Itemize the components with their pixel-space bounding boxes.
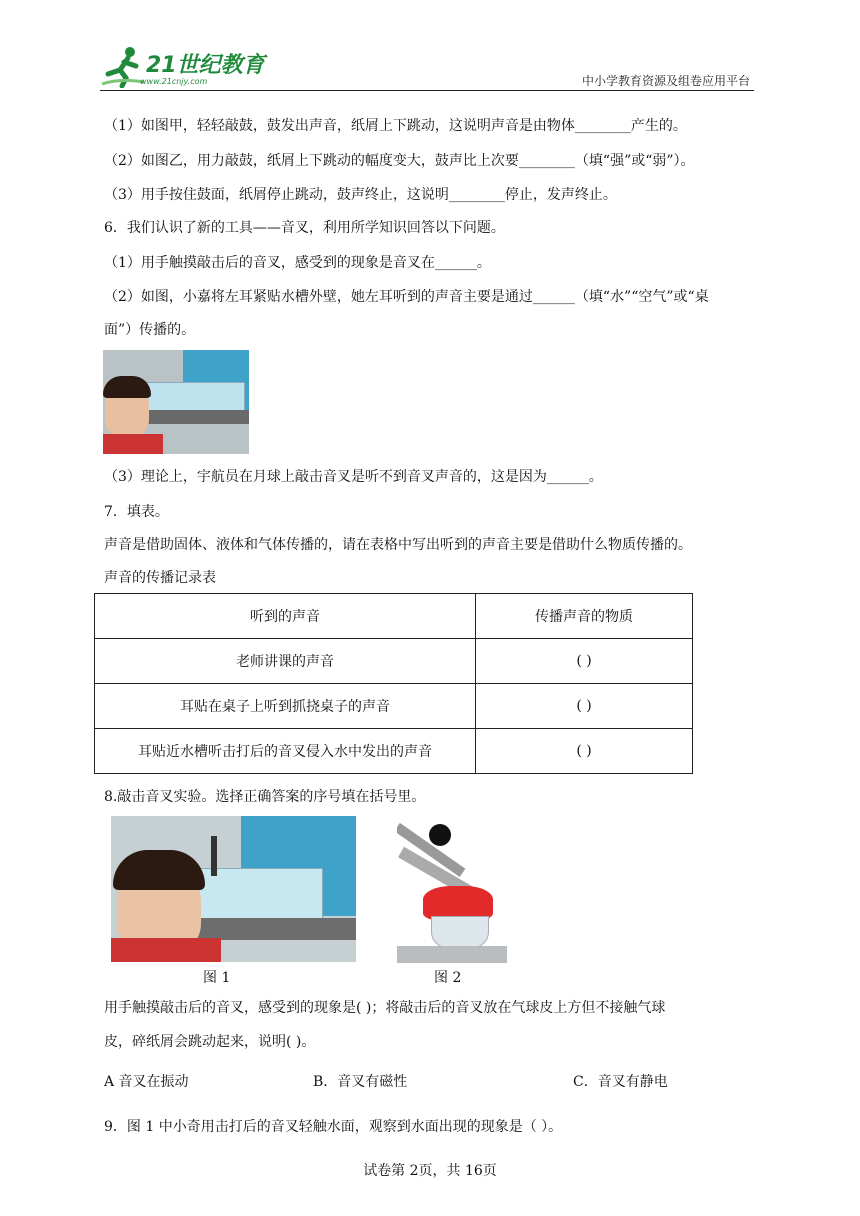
table-row: [95, 639, 693, 684]
logo-url: www.21cnjy.com: [140, 77, 208, 86]
question-5-part-2: （2）如图乙，用力敲鼓，纸屑上下跳动的幅度变大，鼓声比上次要________（填“强”或“弱”）。: [104, 153, 695, 169]
table-row: [95, 684, 693, 729]
page-footer: 试卷第 2页，共 16页: [363, 1163, 497, 1179]
figure-1-photo: [111, 816, 356, 962]
option-c: C．音叉有静电: [573, 1074, 668, 1090]
question-7-description: 声音是借助固体、液体和气体传播的，请在表格中写出听到的声音主要是借助什么物质传播的。: [104, 537, 692, 553]
table-title: 声音的传播记录表: [104, 570, 216, 586]
table-header-cell: 听到的声音: [95, 594, 476, 639]
option-b: B．音叉有磁性: [313, 1074, 408, 1090]
figure-2-caption: 图 2: [434, 970, 462, 986]
question-8: 8.敲击音叉实验。选择正确答案的序号填在括号里。: [104, 789, 426, 805]
table-header-cell: 传播声音的物质: [476, 594, 693, 639]
question-6-part-2-cont: 面”）传播的。: [104, 322, 196, 338]
header-divider: [100, 90, 754, 91]
logo-text: 21世纪教育: [146, 53, 265, 78]
question-8-text: 用手触摸敲击后的音叉，感受到的现象是( )；将敲击后的音叉放在气球皮上方但不接触气球: [104, 1000, 666, 1016]
question-6: 6．我们认识了新的工具——音叉，利用所学知识回答以下问题。: [104, 220, 505, 236]
table-header-row: [95, 594, 693, 639]
question-8-text-cont: 皮，碎纸屑会跳动起来，说明( )。: [104, 1034, 316, 1050]
sound-propagation-table: [94, 593, 693, 774]
table-cell-answer-blank: ( ): [476, 639, 693, 684]
table-cell-answer-blank: ( ): [476, 684, 693, 729]
figure-2-photo: [397, 818, 507, 963]
table-cell-sound: 耳贴近水槽听击打后的音叉侵入水中发出的声音: [95, 729, 476, 774]
question-5-part-3: （3）用手按住鼓面，纸屑停止跳动，鼓声终止，这说明________停止，发声终止。: [104, 187, 617, 203]
question-7: 7．填表。: [104, 504, 169, 520]
photo-girl-water-tank-small: [103, 350, 249, 454]
question-6-part-3: （3）理论上，宇航员在月球上敲击音叉是听不到音叉声音的，这是因为______。: [104, 469, 603, 485]
logo: [100, 44, 270, 92]
platform-name: 中小学教育资源及组卷应用平台: [581, 74, 750, 88]
question-6-part-2: （2）如图，小嘉将左耳紧贴水槽外壁，她左耳听到的声音主要是通过______（填“水”“空气”或“桌: [104, 289, 709, 305]
option-a: A 音叉在振动: [104, 1074, 189, 1090]
figure-1-caption: 图 1: [203, 970, 231, 986]
question-9: 9．图 1 中小奇用击打后的音叉轻触水面，观察到水面出现的现象是（ ）。: [104, 1119, 563, 1135]
table-row: [95, 729, 693, 774]
question-6-part-1: （1）用手触摸敲击后的音叉，感受到的现象是音叉在______。: [104, 255, 491, 271]
table-cell-sound: 老师讲课的声音: [95, 639, 476, 684]
table-cell-sound: 耳贴在桌子上听到抓挠桌子的声音: [95, 684, 476, 729]
table-cell-answer-blank: ( ): [476, 729, 693, 774]
question-5-part-1: （1）如图甲，轻轻敲鼓，鼓发出声音，纸屑上下跳动，这说明声音是由物体________产生的。: [104, 118, 687, 134]
